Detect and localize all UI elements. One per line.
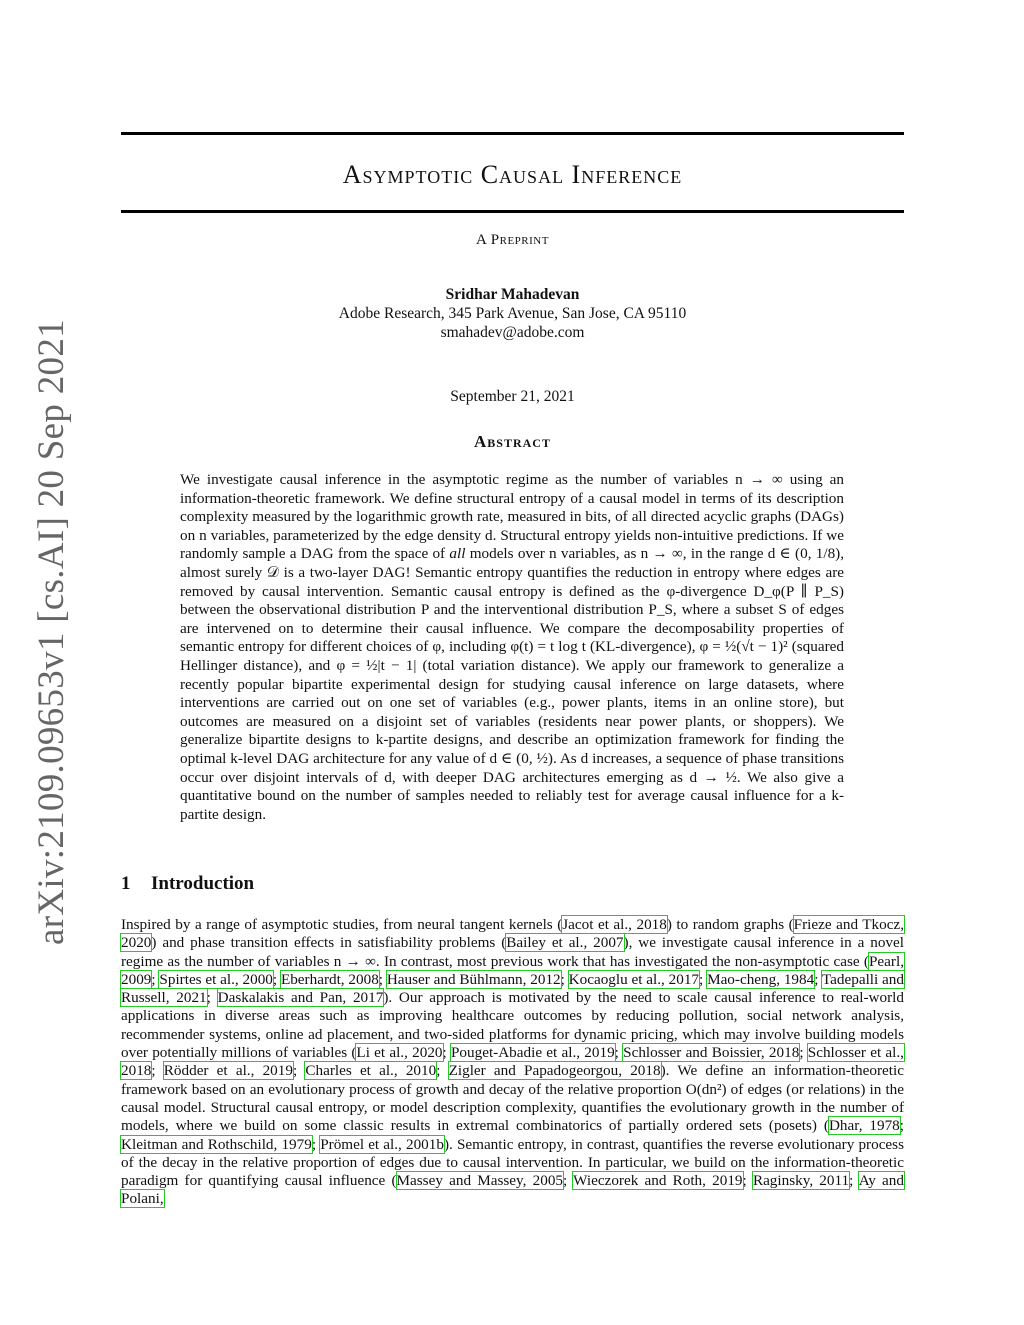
citation-link[interactable]: Frieze and Tkocz, 2020 bbox=[121, 916, 905, 952]
paper-title: Asymptotic Causal Inference bbox=[342, 160, 683, 189]
citation-link[interactable]: Jacot et al., 2018 bbox=[562, 916, 667, 933]
citation-separator: ; bbox=[151, 1062, 164, 1080]
citation-link[interactable]: Hauser and Bühlmann, 2012 bbox=[386, 970, 561, 988]
citation-link[interactable]: Li et al., 2020 bbox=[356, 1044, 443, 1062]
author-name: Sridhar Mahadevan bbox=[445, 286, 580, 303]
author-email[interactable]: smahadev@adobe.com bbox=[440, 324, 585, 341]
citation-separator: ; bbox=[206, 989, 218, 1007]
title-rule-top bbox=[121, 132, 904, 135]
section-heading bbox=[121, 873, 254, 895]
citation-separator: ; bbox=[742, 1172, 753, 1190]
citation-separator: ; bbox=[799, 1044, 808, 1062]
intro-text: Inspired by a range of asymptotic studies, from neural tangent kernels ( bbox=[121, 916, 563, 933]
citation-separator: ; bbox=[436, 1062, 449, 1080]
title-rule-bottom bbox=[121, 210, 904, 213]
introduction-paragraph bbox=[121, 916, 904, 1209]
citation-link[interactable]: Zigler and Papadogeorgou, 2018 bbox=[448, 1062, 661, 1080]
citation-link[interactable]: Ay and Polani, bbox=[121, 1172, 904, 1208]
intro-text: ), we investigate causal inference in a novel regime as the number of variables n → ∞. In contrast, most previous work that has investigated the non-asymptotic case ( bbox=[121, 934, 904, 970]
citation-separator: ; bbox=[151, 970, 160, 988]
citation-link[interactable]: Charles et al., 2010 bbox=[305, 1062, 437, 1080]
citation-link[interactable]: Tadepalli and Russell, 2021 bbox=[121, 970, 904, 1007]
citation-link[interactable]: Eberhardt, 2008 bbox=[280, 970, 379, 988]
citation-link[interactable]: Massey and Massey, 2005 bbox=[396, 1172, 564, 1190]
citation-link[interactable]: Schlosser et al., 2018 bbox=[121, 1044, 904, 1080]
citation-separator: ; bbox=[272, 970, 281, 988]
abstract-emphasis-all: all bbox=[449, 545, 466, 563]
citation-separator: ; bbox=[849, 1172, 859, 1190]
citation-separator: ; bbox=[442, 1044, 451, 1062]
abstract-text bbox=[180, 471, 844, 824]
intro-text: ) to random graphs ( bbox=[666, 916, 794, 933]
intro-text: ). We define an information-theoretic framework based on an evolutionary process of growth and decay of the relative proportion O(dn²) of edges (or relations) in the causal model. Structural causal entropy, or model description complexity, quantifies the evolutionary growth in the number of models, where we build on some classic results in extremal combinatorics of partially ordered sets (posets) ( bbox=[121, 1062, 904, 1135]
citation-link[interactable]: Prömel et al., 2001b bbox=[320, 1135, 444, 1153]
abstract-part-1: We investigate causal inference in the asymptotic regime as the number of variables n → ∞ using an information-theoretic framework. We define structural entropy of a causal model in terms of its description complexity measured by the logarithmic growth rate, measured in bits, of all directed acyclic graphs (DAGs) on n variables, parameterized by the edge density d. Structural entropy yields non-intuitive predictions. If we randomly sample a DAG from the space of bbox=[180, 471, 844, 563]
author-block bbox=[121, 285, 904, 342]
citation-link[interactable]: Raginsky, 2011 bbox=[752, 1172, 850, 1190]
citation-link[interactable]: Pearl, 2009 bbox=[121, 952, 904, 988]
citation-separator: ; bbox=[311, 1135, 321, 1153]
section-title: Introduction bbox=[151, 873, 255, 894]
citation-link[interactable]: Mao-cheng, 1984 bbox=[707, 970, 815, 988]
citation-separator: ; bbox=[563, 1172, 574, 1190]
citation-link[interactable]: Pouget-Abadie et al., 2019 bbox=[450, 1044, 615, 1062]
citation-link[interactable]: Bailey et al., 2007 bbox=[506, 934, 624, 952]
citation-link[interactable]: Rödder et al., 2019 bbox=[163, 1062, 293, 1080]
intro-text: ). Our approach is motivated by the need to scale causal inference to real-world applications in diverse areas such as improving healthcare outcomes by reducing pollution, social network analysis, recommender systems, online ad placement, and two-sided platforms for dynamic pricing, which may involve building models over potentially millions of variables ( bbox=[121, 989, 904, 1062]
citation-link[interactable]: Kocaoglu et al., 2017 bbox=[568, 970, 700, 988]
citation-link[interactable]: Dhar, 1978 bbox=[828, 1117, 900, 1135]
citation-separator: ; bbox=[560, 970, 569, 988]
abstract-heading: Abstract bbox=[474, 432, 551, 451]
paper-date: September 21, 2021 bbox=[450, 388, 575, 405]
citation-separator: ; bbox=[614, 1044, 624, 1062]
intro-text: ). Semantic entropy, in contrast, quantifies the reverse evolutionary process of the decay in the relative proportion of edges due to causal intervention. In particular, we build on the information-theoretic paradigm for quantifying causal influence ( bbox=[121, 1135, 904, 1190]
intro-text: ) and phase transition effects in satisfiability problems ( bbox=[151, 934, 507, 952]
citation-separator: ; bbox=[292, 1062, 306, 1080]
citation-separator: ; bbox=[899, 1117, 904, 1135]
arxiv-identifier: arXiv:2109.09653v1 [cs.AI] 20 Sep 2021 bbox=[31, 319, 72, 945]
preprint-label: A Preprint bbox=[476, 232, 549, 248]
citation-link[interactable]: Spirtes et al., 2000 bbox=[159, 970, 273, 988]
citation-separator: ; bbox=[378, 970, 387, 988]
citation-link[interactable]: Schlosser and Boissier, 2018 bbox=[623, 1044, 800, 1062]
author-affiliation: Adobe Research, 345 Park Avenue, San Jose, CA 95110 bbox=[338, 305, 687, 322]
abstract-part-2: models over n variables, as n → ∞, in the range d ∈ (0, 1/8), almost surely 𝒟 is a two-layer DAG! Semantic entropy quantifies the reduction in entropy where edges are removed by causal intervention. Semantic causal entropy is defined as the φ-divergence D_φ(P ∥ P_S) between the observational distribution P and the interventional distribution P_S, where a subset S of edges are intervened on to determine their causal influence. We compare the decomposability properties of semantic entropy for different choices of φ, including φ(t) = t log t (KL-divergence), φ = ½(√t − 1)² (squared Hellinger distance), and φ = ½|t − 1| (total variation distance). We apply our framework to generalize a recently popular bipartite experimental design for studying causal inference on large datasets, where interventions are carried out on one set of variables (e.g., power plants, items in an online store), but outcomes are measured on a disjoint set of variables (residents near power plants, or shoppers). We generalize bipartite designs to k-partite designs, and describe an optimization framework for finding the optimal k-level DAG architecture for any value of d ∈ (0, ½). As d increases, a sequence of phase transitions occur over disjoint intervals of d, with deeper DAG architectures emerging as d → ½. We also give a quantitative bound on the number of samples needed to reliably test for average causal influence for a k-partite design. bbox=[180, 545, 845, 823]
citation-link[interactable]: Kleitman and Rothschild, 1979 bbox=[121, 1135, 312, 1153]
citation-link[interactable]: Daskalakis and Pan, 2017 bbox=[217, 989, 384, 1007]
section-number: 1 bbox=[121, 873, 131, 894]
citation-separator: ; bbox=[699, 970, 708, 988]
citation-separator: ; bbox=[814, 970, 822, 988]
citation-link[interactable]: Wieczorek and Roth, 2019 bbox=[573, 1172, 743, 1190]
